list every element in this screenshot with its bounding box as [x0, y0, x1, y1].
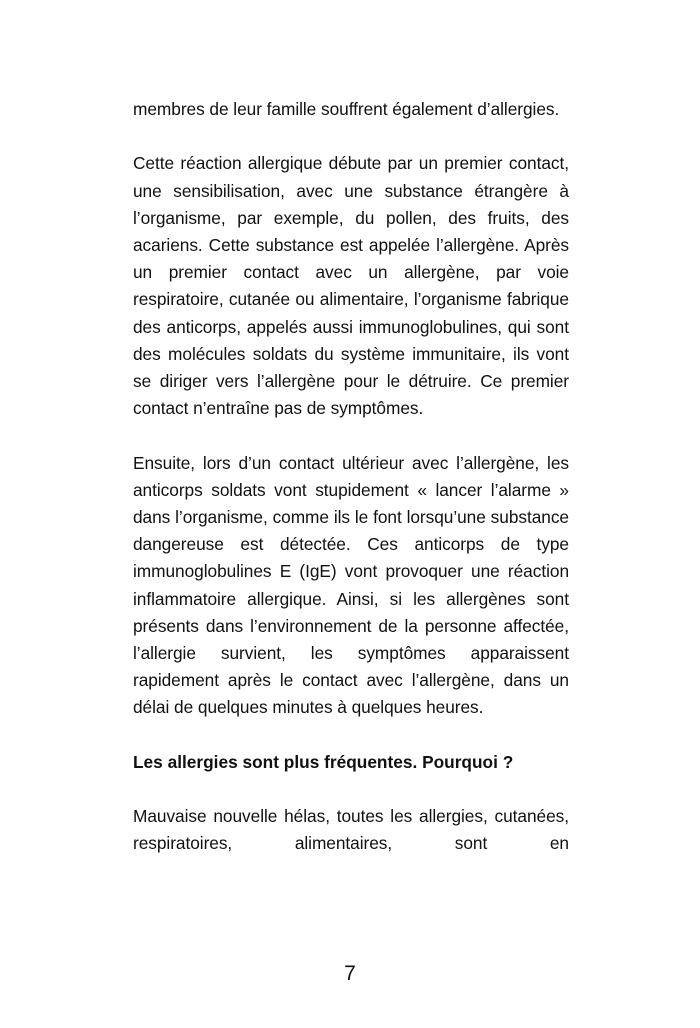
section-heading: Les allergies sont plus fréquentes. Pourquoi ? [133, 751, 514, 772]
page-number: 7 [344, 962, 356, 985]
paragraph-spacer [133, 123, 569, 150]
paragraph-spacer [133, 776, 569, 803]
paragraph-spacer [133, 722, 569, 749]
paragraph-later-contact: Ensuite, lors d’un contact ultérieur avec l’allergène, les anticorps soldats vont stupidement « lancer l’alarme » dans l’organisme, comme ils le font lorsqu’une substance dangereuse est détectée. Ces anticorps de type immunoglobulines E (IgE) vont provoquer une réaction inflammatoire allergique. Ainsi, si les allergènes sont présents dans l’environnement de la personne affectée, l’allergie survient, les symptômes apparaissent rapidement après le contact avec l’allergène, dans un délai de quelques minutes à quelques heures. [133, 452, 569, 718]
paragraph-bad-news: Mauvaise nouvelle hélas, toutes les allergies, cutanées, respiratoires, alimentaires, sont en [133, 806, 569, 854]
paragraph-spacer [133, 422, 569, 449]
paragraph-continuation: membres de leur famille souffrent également d’allergies. [133, 99, 560, 119]
paragraph-allergic-reaction: Cette réaction allergique débute par un premier contact, une sensibilisation, avec une substance étrangère à l’organisme, par exemple, du pollen, des fruits, des acariens. Cette substance est appelée l’allergène. Après un premier contact avec un allergène, par voie respiratoire, cutanée ou alimentaire, l’organisme fabrique des anticorps, appelés aussi immunoglobulines, qui sont des molécules soldats du système immunitaire, ils vont se diriger vers l’allergène pour le détruire. Ce premier contact n’entraîne pas de symptômes. [133, 153, 569, 419]
page-body [133, 96, 569, 858]
